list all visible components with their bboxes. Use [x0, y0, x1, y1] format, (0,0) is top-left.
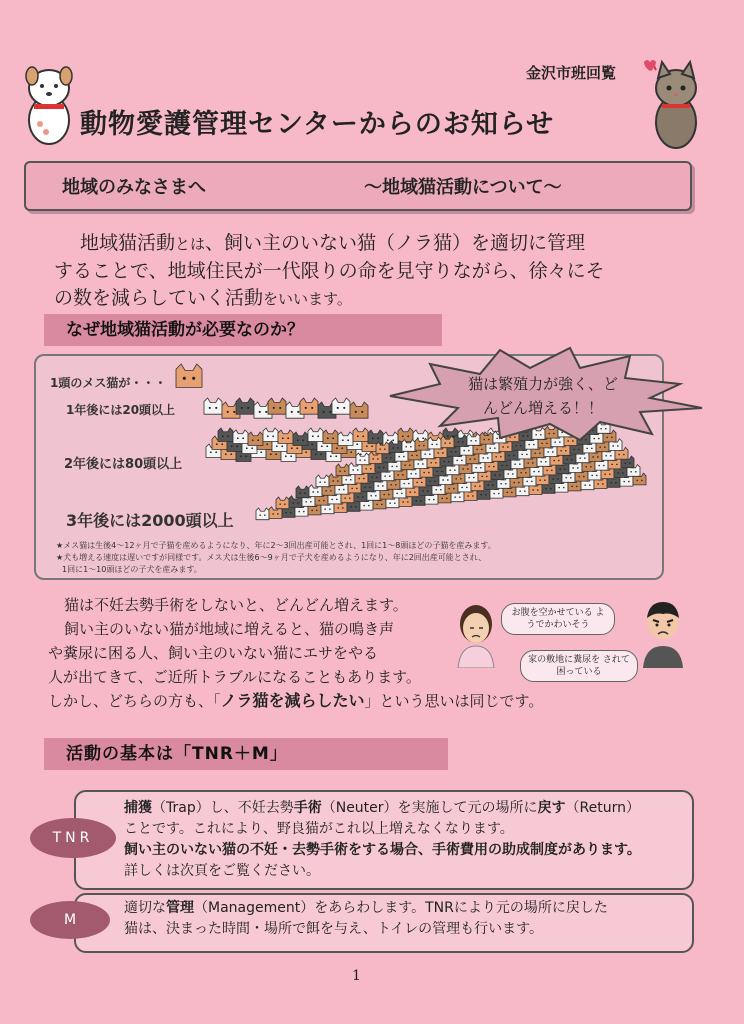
cat-head-icon: [350, 402, 368, 418]
intro-particle: とは: [175, 235, 206, 253]
cat-head-icon: [293, 432, 308, 446]
explain-line1: 猫は不妊去勢手術をしないと、どんどん増えます。: [64, 596, 408, 614]
intro-line3: の数を減らしていく活動: [54, 287, 264, 309]
greeting-banner: [24, 161, 692, 211]
intro-line2: することで、地域住民が一代限りの命を見守りながら、徐々にそ: [54, 260, 605, 282]
m-description: [124, 898, 680, 940]
tnr-label: TNR: [30, 818, 116, 858]
m-line2: 猫は、決まった時間・場所で餌を与え、トイレの管理も行います。: [124, 921, 544, 937]
banner-topic: ～地域猫活動について～: [364, 177, 562, 198]
explanation-paragraph: [48, 593, 544, 713]
page-title: 動物愛護管理センターからのお知らせ: [80, 109, 555, 140]
section-heading-basics-text: 活動の基本は「TNR＋M」: [66, 744, 288, 764]
explain-line5c: 」という思いは同じです。: [364, 692, 544, 710]
cat-head-icon: [263, 428, 278, 442]
cat-head-icon: [338, 432, 353, 446]
intro-paragraph: [54, 230, 674, 313]
explain-line2: 飼い主のいない猫が地域に増えると、猫の鳴き声: [64, 620, 395, 638]
explain-line5a: しかし、どちらの方も、「: [48, 692, 221, 710]
cat-head-icon: [176, 364, 202, 387]
tnr-return: 戻す: [537, 800, 566, 816]
burst-text: 猫は繁殖力が強く、どんどん増える！！: [468, 375, 618, 417]
cat-mascot-icon: [642, 58, 704, 152]
explain-line4: 人が出てきて、ご近所トラブルになることもあります。: [48, 668, 421, 686]
explain-line3: や糞尿に困る人、飼い主のいない猫にエサをやる: [48, 644, 379, 662]
note-2: ★犬も増える速度は遅いですが同様です。メス犬は生後6～9ヶ月で子犬を産めるようになり、年に2回出産可能とされ、: [56, 553, 487, 562]
intro-line3-tail: をいいます。: [263, 290, 352, 308]
breeding-notes: [56, 540, 666, 576]
tnr-surgery: 手術: [293, 800, 322, 816]
cat-head-icon: [276, 497, 289, 509]
tnr-text-c: （Return）: [565, 800, 641, 816]
note-3: 1回に1～10頭ほどの子犬を産みます。: [62, 565, 202, 574]
cat-head-icon: [308, 428, 323, 442]
cat-head-icon: [323, 430, 338, 444]
intro-line1: 、飼い主のいない猫（ノラ猫）を適切に管理: [205, 232, 586, 254]
m-label: M: [30, 901, 110, 939]
cat-head-icon: [336, 464, 349, 476]
tnr-trap: 捕獲: [124, 800, 152, 816]
intro-term: 地域猫活動: [80, 232, 176, 254]
cat-head-icon: [316, 475, 329, 487]
bubble-sympathy: お腹を空かせている ようでかわいそう: [501, 603, 615, 635]
year1-label: 1年後には20頭以上: [66, 403, 176, 417]
cat-head-icon: [353, 428, 368, 442]
tnr-line2: ことです。これにより、野良猫がこれ以上増えなくなります。: [124, 821, 514, 837]
circulation-notice: 金沢市班回覧: [525, 64, 616, 82]
banner-greeting: 地域のみなさまへ: [62, 177, 206, 198]
cat-head-icon: [248, 432, 263, 446]
year3-label: 3年後には2000頭以上: [66, 511, 234, 530]
cat-head-icon: [233, 430, 248, 444]
cat-head-icon: [278, 430, 293, 444]
man-icon: [638, 598, 688, 668]
cat-head-icon: [332, 398, 350, 414]
cat-head-icon: [204, 398, 222, 414]
section-heading-why: なぜ地域猫活動が必要なのか？: [44, 314, 442, 346]
section-heading-basics: [44, 738, 448, 770]
tnr-text-a: （Trap）し、不妊去勢: [152, 800, 294, 816]
cat-head-icon: [256, 508, 269, 520]
cat-head-icon: [300, 398, 318, 414]
m-text-a: 適切な: [124, 900, 166, 916]
note-1: ★メス猫は生後4～12ヶ月で子猫を産めるようになり、年に2～3回出産可能とされ、1回に1～8頭ほどの子猫を産みます。: [56, 541, 496, 550]
m-text-b: （Management）をあらわします。TNRにより元の場所に戻した: [194, 900, 608, 916]
cat-head-icon: [218, 428, 233, 442]
m-management: 管理: [166, 900, 194, 916]
page-number: 1: [352, 968, 361, 984]
tnr-line4: 詳しくは次頁をご覧ください。: [124, 863, 320, 879]
woman-icon: [452, 600, 500, 668]
year2-label: 2年後には80頭以上: [64, 457, 183, 472]
bubble-complaint: 家の敷地に糞尿を されて困っている: [520, 650, 638, 682]
dog-mascot-icon: [20, 62, 78, 148]
cat-head-icon: [268, 398, 286, 414]
explain-emphasis: ノラ猫を減らしたい: [220, 691, 365, 710]
tnr-text-b: （Neuter）を実施して元の場所に: [321, 800, 538, 816]
cat-head-icon: [296, 486, 309, 498]
cat-head-icon: [236, 398, 254, 414]
tnr-description: [124, 798, 680, 882]
start-label: 1頭のメス猫が・・・: [50, 376, 167, 390]
tnr-subsidy: 飼い主のいない猫の不妊・去勢手術をする場合、手術費用の助成制度があります。: [124, 842, 641, 858]
